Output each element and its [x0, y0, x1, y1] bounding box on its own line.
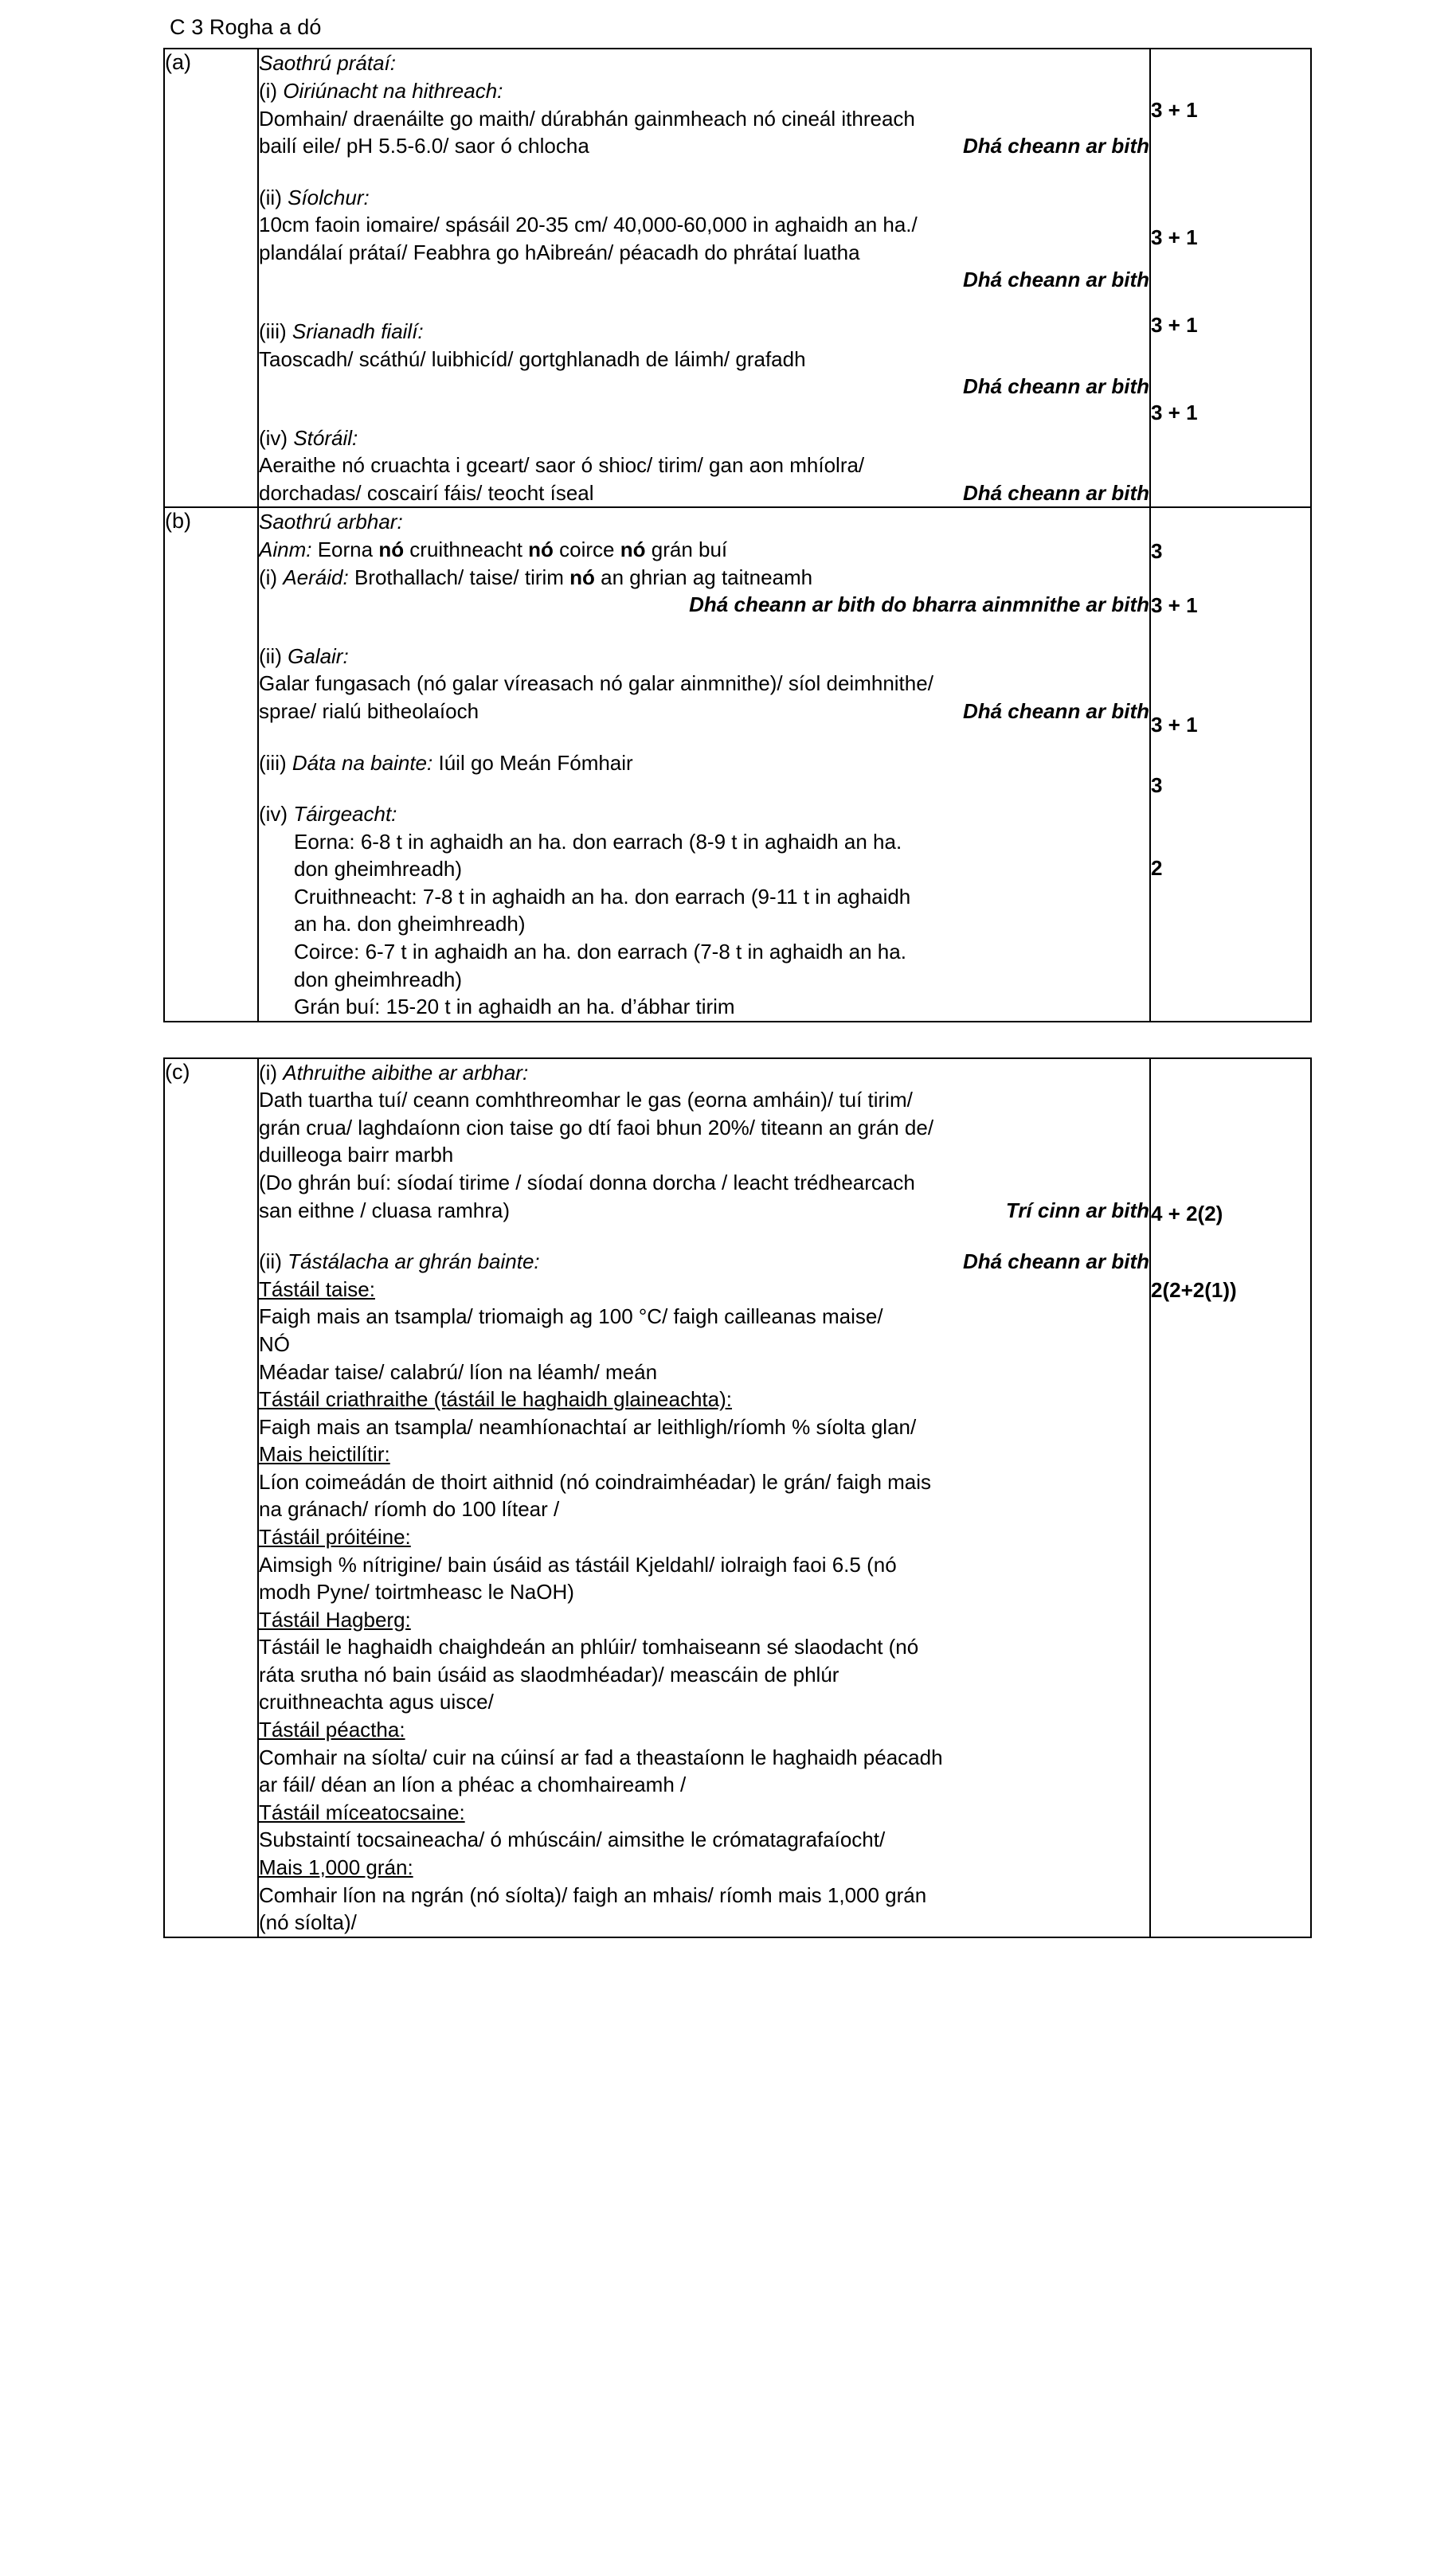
table-row [164, 1058, 1311, 1937]
tests-number: (ii) [259, 1249, 282, 1274]
climate-instruction-row [259, 591, 1149, 619]
ripening-instruction: Trí cinn ar bith [1005, 1198, 1149, 1222]
marks-c-i: 4 + 2(2) [1151, 1201, 1223, 1225]
crop-name-row [259, 536, 1149, 564]
subsection-iii-number: (iii) [259, 319, 287, 344]
subsection-iii-title: Srianadh fiailí: [292, 319, 424, 344]
part-b-body [258, 507, 1150, 1021]
marks-b-i: 3 + 1 [1151, 593, 1198, 618]
part-c-marks [1150, 1058, 1311, 1937]
crop-name-p1: nó [378, 537, 405, 562]
yield-number: (iv) [259, 802, 288, 827]
subsection-ii-title: Síolchur: [288, 185, 370, 209]
table-spacer [0, 1022, 1448, 1057]
crop-name-p4: coirce [553, 537, 620, 562]
yield-heading [259, 800, 1149, 828]
yield-line-7: Grán buí: 15-20 t in aghaidh an ha. d’ábhar tirim [294, 995, 735, 1019]
crop-name-label: Ainm: [259, 537, 312, 562]
diseases-line-1: Galar fungasach (nó galar víreasach nó galar ainmnithe)/ síol deimhnithe/ [259, 671, 933, 696]
diseases-heading [259, 643, 1149, 670]
yield-line-5: Coirce: 6-7 t in aghaidh an ha. don earrach (7-8 t in aghaidh an ha. [294, 940, 906, 964]
part-label-b: (b) [164, 507, 258, 1021]
subsection-iv-instruction: Dhá cheann ar bith [962, 480, 1149, 505]
subsection-iii-heading [259, 318, 1149, 346]
yield-line-2: don gheimhreadh) [294, 857, 463, 881]
table-row [164, 507, 1311, 1021]
test-3-title: Mais heictilítir: [259, 1442, 390, 1467]
ripening-line-5: san eithne / cluasa ramhra) [259, 1198, 511, 1222]
subsection-iv-line-2: dorchadas/ coscairí fáis/ teocht íseal [259, 480, 594, 505]
subsection-ii-line-2: plandálaí prátaí/ Feabhra go hAibreán/ péacadh do phrátaí luatha [259, 240, 860, 264]
diseases-title: Galair: [288, 643, 349, 668]
test-4-line-2: modh Pyne/ toirtmheasc le NaOH) [259, 1580, 574, 1605]
test-5-line-3: cruithneachta agus uisce/ [259, 1690, 494, 1714]
test-4-line-1: Aimsigh % nítrigine/ bain úsáid as tástáil Kjeldahl/ iolraigh faoi 6.5 (nó [259, 1552, 897, 1577]
yield-title: Táirgeacht: [293, 802, 397, 827]
subsection-i-line-2-row [259, 132, 1149, 160]
marks-b-name: 3 [1151, 539, 1163, 564]
ripening-title: Athruithe aibithe ar arbhar: [283, 1060, 529, 1085]
climate-row [259, 564, 1149, 592]
tests-instruction: Dhá cheann ar bith [962, 1249, 1149, 1274]
test-7-title: Tástáil míceatocsaine: [259, 1800, 465, 1824]
climate-p0: Brothallach/ taise/ tirim [354, 565, 570, 589]
crop-name-p6: grán buí [645, 537, 728, 562]
part-label-c: (c) [164, 1058, 258, 1937]
test-7-line-1: Substaintí tocsaineacha/ ó mhúscáin/ aimsithe le crómatagrafaíocht/ [259, 1827, 886, 1852]
test-1-line-1: Faigh mais an tsampla/ triomaigh ag 100 °C/ faigh cailleanas maise/ [259, 1304, 883, 1329]
test-5-line-2: ráta srutha nó bain úsáid as slaodmhéadar)/ meascáin de phlúr [259, 1662, 839, 1687]
part-b-heading: Saothrú arbhar: [259, 510, 403, 534]
subsection-i-number: (i) [259, 78, 278, 103]
test-1-line-2: NÓ [259, 1331, 290, 1356]
ripening-heading [259, 1059, 1149, 1087]
climate-instruction: Dhá cheann ar bith do bharra ainmnithe ar bith [689, 592, 1149, 617]
ripening-line-1: Dath tuartha tuí/ ceann comhthreomhar le gas (eorna amháin)/ tuí tirim/ [259, 1088, 913, 1112]
test-5-line-1: Tástáil le haghaidh chaighdeán an phlúir/ tomhaiseann sé slaodacht (nó [259, 1635, 919, 1659]
ripening-line-5-row [259, 1197, 1149, 1225]
crop-name-p2: cruithneacht [404, 537, 529, 562]
part-b-marks [1150, 507, 1311, 1021]
part-c-body [258, 1058, 1150, 1937]
yield-line-3: Cruithneacht: 7-8 t in aghaidh an ha. don earrach (9-11 t in aghaidh [294, 884, 911, 909]
subsection-ii-instruction-row [259, 266, 1149, 294]
subsection-iii-instruction: Dhá cheann ar bith [962, 374, 1149, 399]
test-3-line-2: na gránach/ ríomh do 100 lítear / [259, 1497, 560, 1522]
subsection-iii-instruction-row [259, 373, 1149, 401]
yield-line-6: don gheimhreadh) [294, 967, 463, 991]
subsection-ii-line-1: 10cm faoin iomaire/ spásáil 20-35 cm/ 40,000-60,000 in aghaidh an ha./ [259, 213, 918, 237]
diseases-line-2: sprae/ rialú bitheolaíoch [259, 698, 479, 723]
subsection-iv-line-2-row [259, 479, 1149, 507]
climate-p1: nó [569, 565, 595, 589]
ripening-line-3: duilleoga bairr marbh [259, 1143, 454, 1167]
marks-b-ii: 3 + 1 [1151, 713, 1198, 737]
subsection-i-instruction: Dhá cheann ar bith [962, 134, 1149, 158]
marks-b-iii: 3 [1151, 772, 1163, 797]
harvest-date-value: Iúil go Meán Fómhair [438, 750, 633, 775]
part-label-a: (a) [164, 49, 258, 507]
test-5-title: Tástáil Hagberg: [259, 1607, 411, 1632]
subsection-iv-number: (iv) [259, 425, 288, 450]
test-8-title: Mais 1,000 grán: [259, 1855, 413, 1879]
marks-a-iii: 3 + 1 [1151, 312, 1198, 337]
subsection-ii-instruction: Dhá cheann ar bith [962, 268, 1149, 292]
marks-c-ii: 2(2+2(1)) [1151, 1277, 1237, 1302]
subsection-i-heading [259, 77, 1149, 105]
marks-a-ii: 3 + 1 [1151, 225, 1198, 250]
harvest-date-row [259, 749, 1149, 777]
subsection-i-title: Oiriúnacht na hithreach: [283, 78, 503, 103]
part-a-marks [1150, 49, 1311, 507]
ripening-number: (i) [259, 1060, 278, 1085]
answer-scheme-page [0, 14, 1448, 2576]
test-2-line-1: Faigh mais an tsampla/ neamhíonachtaí ar leithligh/ríomh % síolta glan/ [259, 1414, 917, 1439]
test-2-title: Tástáil criathraithe (tástáil le haghaidh glaineachta): [259, 1387, 733, 1412]
diseases-instruction: Dhá cheann ar bith [962, 698, 1149, 723]
subsection-iv-title: Stóráil: [293, 425, 358, 450]
test-3-line-1: Líon coimeádán de thoirt aithnid (nó coindraimhéadar) le grán/ faigh mais [259, 1469, 932, 1494]
marks-b-iv: 2 [1151, 855, 1163, 880]
marks-a-iv: 3 + 1 [1151, 400, 1198, 424]
crop-name-p0: Eorna [317, 537, 379, 562]
subsection-iv-heading [259, 424, 1149, 452]
diseases-line-2-row [259, 698, 1149, 725]
marks-a-i: 3 + 1 [1151, 98, 1198, 123]
ripening-line-2: grán crua/ laghdaíonn cion taise go dtí faoi bhun 20%/ titeann an grán de/ [259, 1115, 934, 1139]
test-6-line-2: ar fáil/ déan an líon a phéac a chomhaireamh / [259, 1773, 687, 1797]
test-6-title: Tástáil péactha: [259, 1718, 405, 1742]
yield-line-1: Eorna: 6-8 t in aghaidh an ha. don earrach (8-9 t in aghaidh an ha. [294, 829, 902, 854]
test-4-title: Tástáil próitéine: [259, 1524, 411, 1549]
ripening-line-4: (Do ghrán buí: síodaí tirime / síodaí donna dorcha / leacht trédhearcach [259, 1171, 915, 1195]
subsection-i-line-2: bailí eile/ pH 5.5-6.0/ saor ó chlocha [259, 134, 589, 158]
subsection-ii-heading [259, 184, 1149, 212]
subsection-iv-line-1: Aeraithe nó cruachta i gceart/ saor ó shioc/ tirim/ gan aon mhíolra/ [259, 453, 865, 478]
table-row [164, 49, 1311, 507]
subsection-i-line-1: Domhain/ draenáilte go maith/ dúrabhán gainmheach nó cineál ithreach [259, 106, 915, 131]
tests-title: Tástálacha ar ghrán bainte: [288, 1249, 540, 1274]
marking-table-c [163, 1057, 1312, 1938]
subsection-ii-number: (ii) [259, 185, 282, 209]
subsection-iii-line-1: Taoscadh/ scáthú/ luibhicíd/ gortghlanadh de láimh/ grafadh [259, 346, 806, 371]
page-title: C 3 Rogha a dó [170, 15, 322, 39]
harvest-date-label: Dáta na bainte: [292, 750, 433, 775]
tests-heading-row [259, 1248, 1149, 1276]
climate-number: (i) [259, 565, 278, 589]
climate-p2: an ghrian ag taitneamh [594, 565, 813, 589]
test-1-line-3: Méadar taise/ calabrú/ líon na léamh/ meán [259, 1359, 658, 1384]
yield-line-4: an ha. don gheimhreadh) [294, 912, 526, 936]
part-a-body [258, 49, 1150, 507]
test-6-line-1: Comhair na síolta/ cuir na cúinsí ar fad a theastaíonn le haghaidh péacadh [259, 1745, 943, 1769]
harvest-date-number: (iii) [259, 750, 287, 775]
part-a-heading: Saothrú prátaí: [259, 51, 396, 76]
climate-label: Aeráid: [283, 565, 349, 589]
test-1-title: Tástáil taise: [259, 1276, 375, 1301]
diseases-number: (ii) [259, 643, 282, 668]
test-8-line-1: Comhair líon na ngrán (nó síolta)/ faigh an mhais/ ríomh mais 1,000 grán [259, 1882, 927, 1907]
crop-name-p3: nó [528, 537, 554, 562]
crop-name-p5: nó [620, 537, 646, 562]
test-8-line-2: (nó síolta)/ [259, 1910, 357, 1935]
marking-table-ab [163, 48, 1312, 1022]
